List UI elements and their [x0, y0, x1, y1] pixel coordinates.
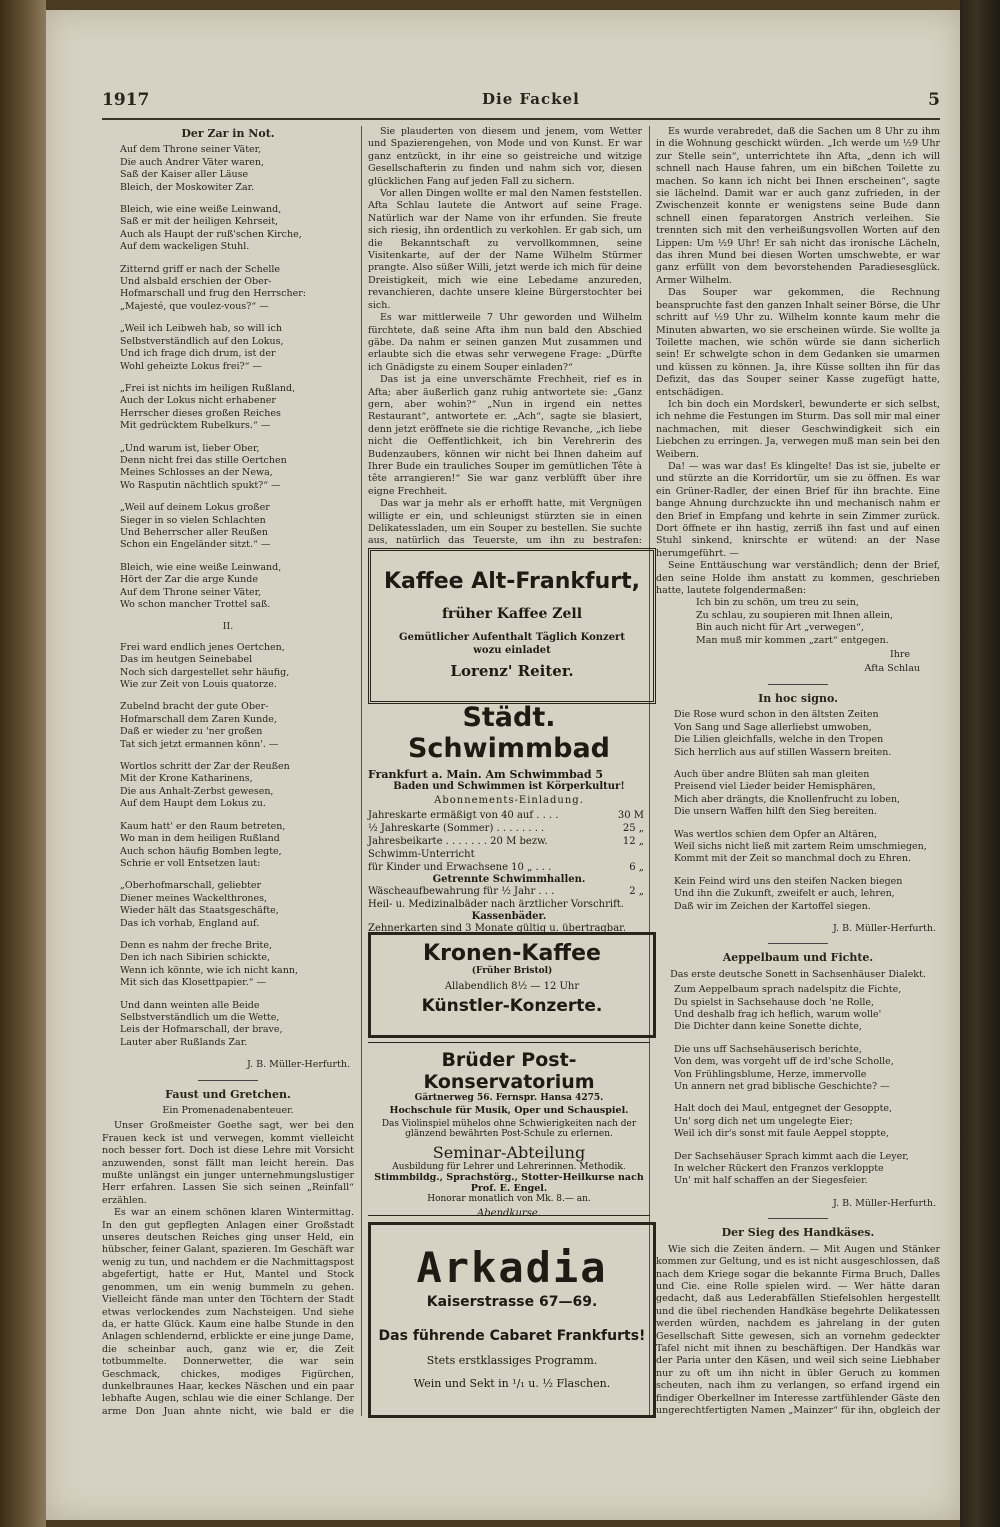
paragraph: Da! — was war das! Es klingelte! Das ist sie, jubelte er und stürzte an die Korridortür, um sie zu öffnen. Es war ein Grüner-Radler, der einen Brief für ihn brachte. Eine bange Ahnung durchzuckte ihn und mechanisch nahm er den Brief in Empfang und kehrte in sein Zimmer zurück. Dort öffnete er ihn hastig, zerriß ihn fast und auf einen Stuhl sinkend, knirschte er wütend: an der Nase herumgeführt. — [656, 460, 940, 559]
paragraph: Es war mittlerweile 7 Uhr geworden und Wilhelm fürchtete, daß seine Afta ihm nun bald den Abschied gäbe. Da nahm er seinen ganzen Mut zusammen und erlaubte sich die etwas sehr verwegene Frage: „Dürfte ich Gnädigste zu einem Souper einladen?“ [368, 312, 642, 373]
paragraph: Wie sich die Zeiten ändern. — Mit Augen und Stänker kommen zur Geltung, und es ist nicht ausgeschlossen, daß nach dem Kriege sogar die bekannte Firma Bruch, Dalles und Cie. eine Rolle spielen wird. — Wer hätte daran gedacht, daß aus Lederabfällen Stiefelsohlen hergestellt und die übel riechenden Handkäse begehrte Delikatessen werden würden, nachdem es jahrelang in der guten Gesellschaft Sitte gewesen, sich an vornehm gedeckter Tafel nicht mit ihnen zu beschäftigen. Der Handkäs war der Paria unter den Käsen, und weil sich seine Liebhaber nur zu oft um ihn nicht in übler Geruch zu kommen scheuten, nach ihm zu verlangen, so erfand irgend ein findiger Oberkellner im Interesse zartfühlender Gäste den ungerechtfertigten Namen „Mainzer“ für ihn, obgleich der [656, 1243, 940, 1416]
stanza: „Weil ich Leibweh hab, so will ich Selbstverständlich auf den Lokus, Und ich frage dich drum, ist der Wohl geheizte Lokus frei?“ — [120, 323, 284, 372]
ad-post-training: Ausbildung für Lehrer und Lehrerinnen. Methodik. [392, 1162, 626, 1172]
ad-kronen-former: (Früher Bristol) [471, 966, 553, 976]
letter-closing: Ihre [889, 649, 910, 661]
stanza: Die uns uff Sachsehäuserisch berichte, Von dem, was vorgeht uff de ird'sche Scholle, Von Frühlingsblume, Herze, immervolle Un annern net grad biblische Geschichte? — [674, 1043, 894, 1093]
ad-post-seminar: Seminar-Abteilung [432, 1143, 586, 1162]
stanza: „Weil auf deinem Lokus großer Sieger in so vielen Schlachten Und Beherrscher aller Reußen Schon ein Engeländer sitzt.“ — [120, 502, 271, 551]
stanza: Halt doch dei Maul, entgegnet der Gesoppte, Un' sorg dich net um ungelegte Eier; Weil ich dir's sonst mit faule Aeppel stoppte, [674, 1103, 893, 1140]
ad-post-name: Brüder Post-Konservatorium [423, 1049, 595, 1093]
price-row [368, 861, 650, 874]
price-row [368, 835, 650, 848]
price-value: 2 „ [629, 886, 644, 897]
ad-post-school: Hochschule für Musik, Oper und Schauspiel. [389, 1105, 629, 1116]
price-row [368, 848, 650, 861]
stanza: Zubelnd bracht der gute Ober- Hofmarschall dem Zaren Kunde, Daß er wieder zu 'ner großen Tat sich jetzt ermannen könn'. — [120, 701, 279, 750]
ad-kaffee-line2: wozu einladet [473, 645, 551, 656]
price-label: Schwimm-Unterricht [368, 849, 475, 860]
stanza: Bleich, wie eine weiße Leinwand, Saß er mit der heiligen Kehrseit, Auch als Haupt der ruß'schen Kirche, Auf dem wackeligen Stuhl. [120, 204, 302, 253]
paragraph: Sie plauderten von diesem und jenem, vom Wetter und Spazierengehen, von Mode und von Kunst. Er war ganz entzückt, in ihr eine so geistreiche und witzige Gesellschafterin zu finden und nahm sich vor, diesen glücklichen Fang auf jeden Fall zu sichern. [368, 126, 642, 187]
letter-verse: Ich bin zu schön, um treu zu sein, Zu schlau, zu soupieren mit Ihnen allein, Bin auch nicht für Art „verwegen“, Man muß mir kommen „zart“ entgegen. [696, 597, 893, 646]
poem-title-zar: Der Zar in Not. [181, 127, 275, 140]
price-label: ½ Jahreskarte (Sommer) . . . . . . . . [368, 823, 545, 834]
stanza: „Und warum ist, lieber Ober, Denn nicht frei das stille Oertchen Meines Schlosses an der Newa, Wo Rasputin nächtlich spukt?“ — [120, 442, 287, 491]
ad-kaffee-former: früher Kaffee Zell [441, 606, 583, 622]
price-value: 12 „ [622, 836, 644, 847]
price-row [368, 809, 650, 822]
header-year: 1917 [102, 90, 150, 110]
stanza: Was wertlos schien dem Opfer an Altären, Weil sichs nicht ließ mit zartem Reim umschmiegen, Kommt mit der Zeit so manchmal doch zu Ehren. [674, 828, 927, 865]
ad-schwimmbad-address: Frankfurt a. Main. Am Schwimmbad 5 [368, 768, 604, 781]
poem-subtitle: Das erste deutsche Sonett in Sachsenhäuser Dialekt. [670, 968, 926, 980]
author-signature: J. B. Müller-Herfurth. [246, 1059, 350, 1071]
price-label: Jahreskarte ermäßigt von 40 auf . . . . [368, 810, 559, 821]
ad-post-konservatorium [368, 1042, 650, 1219]
stanza: Kaum hatt' er den Raum betreten, Wo man in dem heiligen Rußland Auch schon häufig Bomben legte, Schrie er voll Entsetzen laut: [120, 820, 286, 869]
divider [198, 1080, 258, 1081]
page-header [102, 90, 940, 116]
stanza: Zum Aeppelbaum sprach nadelspitz die Fichte, Du spielst in Sachsehause doch 'ne Rolle, Und deshalb frag ich heflich, warum wolle' Die Dichter dann keine Sonette dichte, [674, 984, 902, 1033]
divider [768, 1218, 828, 1219]
ad-post-fee: Honorar monatlich von Mk. 8.— an. [427, 1194, 591, 1204]
stanza: Bleich, wie eine weiße Leinwand, Hört der Zar die arge Kunde Auf dem Throne seiner Väter, Wo schon mancher Trottel saß. [120, 561, 282, 610]
price-row [368, 885, 650, 898]
price-value: 25 „ [622, 823, 644, 834]
ad-post-courses: Stimmbildg., Sprachstörg., Stotter-Heilkurse nach Prof. E. Engel. [374, 1172, 644, 1194]
poem-title-aeppelbaum: Aeppelbaum und Fichte. [722, 951, 874, 965]
stanza: Kein Feind wird uns den steifen Nacken biegen Und ihn die Zukunft, zweifelt er auch, lehren, Daß wir im Zeichen der Kartoffel siegen. [674, 875, 903, 912]
article-title-handkaese: Der Sieg des Handkäses. [721, 1226, 875, 1240]
ad-kaffee-owner: Lorenz' Reiter. [450, 662, 574, 680]
ad-schwimmbad [368, 702, 650, 934]
price-row [368, 898, 650, 911]
ad-post-evening: Abendkurse. [477, 1208, 541, 1219]
stanza: Die Rose wurd schon in den ältsten Zeiten Von Sang und Sage allerliebst umwoben, Die Lilien gleichfalls, welche in den Tropen Sich herrlich aus auf stillen Wassern breiten. [674, 709, 892, 758]
paragraph: Das war ja mehr als er erhofft hatte, mit Vergnügen willigte er ein, und schleunigst stürzten sie in einen Delikatessladen, um ein Souper zu bestellen. Sie suchte aus, natürlich das Teuerste, um ihn zu bestrafen: [368, 498, 642, 546]
price-label: Wäscheaufbewahrung für ½ Jahr . . . [368, 886, 555, 897]
ad-arkadia-slogan: Das führende Cabaret Frankfurts! [378, 1328, 646, 1344]
paragraph: Vor allen Dingen wollte er mal den Namen feststellen. Afta Schlau lautete die Antwort auf seine Frage. Natürlich war der Name von ihr erfunden. Sie freute sich riesig, ihn ordentlich zu verkohlen. Er gab sich, um die Bekanntschaft zu vervollkommnen, seine Visitenkarte, auf der der Name Wilhelm Stürmer prangte. Also süßer Willi, jetzt werde ich mich für deine Dreistigkeit, mich wie eine Lebedame anzureden, revanchieren, dachte unsere kleine Bürgerstochter bei sich. [368, 188, 642, 311]
column-right [656, 126, 940, 1416]
stanza: „Oberhofmarschall, geliebter Diener meines Wackelthrones, Wieder hält das Staatsgeschäfte, Das ich vorhab, England auf. [120, 880, 279, 929]
stanza: Und dann weinten alle Beide Selbstverständlich um die Wette, Leis der Hofmarschall, der brave, Lauter aber Rußlands Zar. [120, 999, 283, 1048]
paragraph: Das Souper war gekommen, die Rechnung beanspruchte fast den ganzen Inhalt seiner Börse, die Uhr schritt auf ½9 Uhr zu. Wilhelm konnte kaum mehr die Minuten abwarten, wo sie erscheinen würde. Sie wollte ja Toilette machen, wie schön würde sie dann sicherlich sein! Er schwelgte schon in dem Gedanken sie umarmen und küssen zu können. Ja, ihre Küsse sollten ihn für das Defizit, das das Souper seiner Kasse zugefügt hatte, entschädigen. [656, 287, 940, 398]
price-label: Heil- u. Medizinalbäder nach ärztlicher Vorschrift. [368, 899, 624, 910]
paragraph: Ich bin doch ein Mordskerl, bewunderte er sich selbst, ich nehme die Festungen im Sturm. Das soll mir mal einer nachmachen, mit dieser Geschwindigkeit sich ein Liebchen zu erringen. Ja, verwegen muß man sein bei den Weibern. [656, 398, 940, 460]
ad-arkadia-address: Kaiserstrasse 67—69. [426, 1294, 598, 1310]
ad-schwimmbad-motto: Baden und Schwimmen ist Körperkultur! [393, 781, 625, 792]
column-rule [361, 126, 362, 1416]
letter-signature: Afta Schlau [864, 663, 920, 675]
ad-arkadia-program: Stets erstklassiges Programm. [426, 1354, 598, 1367]
part-numeral: II. [222, 621, 234, 633]
ad-kronen-concerts: Künstler-Konzerte. [421, 996, 603, 1016]
book-edge [960, 0, 1000, 1527]
stanza: Zitternd griff er nach der Schelle Und alsbald erschien der Ober- Hofmarschall und frug den Herrscher: „Majesté, que voulez-vous?“ — [120, 263, 306, 312]
ad-post-violin: Das Violinspiel mühelos ohne Schwierigkeiten nach der glänzend bewährten Post-Schule zu erlernen. [381, 1119, 637, 1139]
stanza: Denn es nahm der freche Brite, Den ich nach Sibirien schickte, Wenn ich könnte, wie ich nicht kann, Mit sich das Klosettpapier.“ — [120, 939, 298, 989]
ad-post-address: Gärtnerweg 56. Fernspr. Hansa 4275. [414, 1093, 604, 1103]
price-value: 6 „ [629, 862, 644, 873]
header-title: Die Fackel [482, 90, 580, 108]
book-binding [0, 0, 46, 1527]
ad-arkadia [368, 1222, 656, 1418]
ad-schwimmbad-kassen: Kassenbäder. [471, 911, 547, 922]
ad-schwimmbad-invite: Abonnements-Einladung. [434, 795, 584, 806]
header-rule [102, 118, 940, 120]
column-left [102, 126, 354, 1416]
paragraph: Es war an einem schönen klaren Wintermittag. In den gut gepflegten Anlagen einer Großstadt unseres deutschen Reiches ging unser Held, ein hübscher, feiner Galant, spazieren. Im Geschäft war wenig zu tun, und nachdem er die Nachmittagspost abgefertigt, hatte er Hut, Mantel und Stock genommen, um ein wenig bummeln zu gehen. Vielleicht fände man unter den Töchtern der Stadt etwas verlockendes zum Nachsteigen. Und siehe da, er hatte Glück. Kaum eine halbe Stunde in den Anlagen schlendernd, erblickte er eine junge Dame, die scheinbar auch, ganz wie er, die Zeit totbummelte. Donnerwetter, die war sein Geschmack, chickes, modiges Figürchen, dunkelbraunes Haar, keckes Näschen und ein paar lebhafte Augen, schlau wie die einer Schlange. Der arme Don Juan ahnte nicht, wie bald er die [102, 1207, 354, 1416]
author-signature: J. B. Müller-Herfurth. [832, 1197, 936, 1209]
ad-kaffee-line1: Gemütlicher Aufenthalt Täglich Konzert [399, 632, 625, 643]
ad-arkadia-name: Arkadia [416, 1243, 608, 1292]
divider [768, 943, 828, 944]
price-row [368, 822, 650, 835]
price-label: Jahresbeikarte . . . . . . . 20 M bezw. [368, 836, 548, 847]
ad-arkadia-drinks: Wein und Sekt in ¹/₁ u. ½ Flaschen. [413, 1377, 611, 1390]
author-signature: J. B. Müller-Herfurth. [832, 922, 936, 934]
paragraph: Es wurde verabredet, daß die Sachen um 8 Uhr zu ihm in die Wohnung geschickt würden. „Ich werde um ½9 Uhr zur Stelle sein“, unterrichtete ihn Afta, „denn ich will schnell nach Hause fahren, um ein bißchen Toilette zu machen. So kann ich nicht bei Ihnen erscheinen“, sagte sie lächelnd. Damit war er auch ganz zufrieden, in der Zwischenzeit konnte er wenigstens seine Bude dann schnell einen feparatorgen Anstrich verleihen. Sie trennten sich mit den verheißungsvollen Worten auf den Lippen: Um ½9 Uhr! Er sah nicht das ironische Lächeln, das ihren Mund bei diesen Worten umschwebte, er war ganz erfüllt von dem bevorstehenden Paradiesesglück. Armer Wilhelm. [656, 126, 940, 286]
paragraph: Unser Großmeister Goethe sagt, wer bei den Frauen keck ist und verwegen, kommt vielleicht noch besser fort. Doch ist diese Lehre mit Vorsicht anzuwenden, sonst fällt man leicht herein. Das mußte unlängst ein junger unternehmungslustiger Herr erfahren. Lassen Sie sich seinen „Reinfall“ erzählen. [102, 1120, 354, 1206]
ad-kronen-line: Allabendlich 8½ — 12 Uhr [444, 981, 580, 992]
paragraph: Seine Enttäuschung war verständlich; denn der Brief, den seine Holde ihm anstatt zu kommen, geschrieben hatte, lautete folgendermaßen: [656, 560, 940, 597]
ad-schwimmbad-name: Städt. Schwimmbad [407, 702, 610, 764]
divider [768, 684, 828, 685]
story-subtitle: Ein Promenadenabenteuer. [162, 1105, 294, 1116]
price-label: Zehnerkarten sind 3 Monate gültig u. übertragbar. [368, 923, 627, 934]
stanza: „Frei ist nichts im heiligen Rußland, Auch der Lokus nicht erhabener Herrscher dieses großen Reiches Mit gedrücktem Rubelkurs.“ — [120, 382, 296, 432]
ad-kronen-kaffee [368, 932, 656, 1038]
stanza: Frei ward endlich jenes Oertchen, Das im heutgen Seinebabel Noch sich dargestellet sehr häufig, Wie zur Zeit von Louis quatorze. [120, 641, 290, 691]
ad-kaffee-alt-frankfurt [368, 548, 656, 704]
column-middle [368, 126, 642, 546]
ad-kaffee-name: Kaffee Alt-Frankfurt, [384, 569, 640, 594]
ad-kronen-name: Kronen-Kaffee [423, 941, 601, 966]
stanza: Auf dem Throne seiner Väter, Die auch Andrer Väter waren, Saß der Kaiser aller Läuse Bleich, der Moskowiter Zar. [120, 144, 265, 193]
ad-schwimmbad-separate: Getrennte Schwimmhallen. [432, 874, 586, 885]
story-title-faust: Faust und Gretchen. [165, 1087, 291, 1101]
stanza: Wortlos schritt der Zar der Reußen Mit der Krone Katharinens, Die aus Anhalt-Zerbst gewesen, Auf dem Haupt dem Lokus zu. [120, 761, 290, 810]
price-label: für Kinder und Erwachsene 10 „ . . . [368, 862, 552, 873]
newspaper-page [46, 10, 960, 1520]
stanza: Auch über andre Blüten sah man gleiten Preisend viel Lieder beider Hemisphären, Mich aber drängts, die Knollenfrucht zu loben, Die unsern Waffen hilft den Sieg bereiten. [674, 768, 901, 818]
poem-title-in-hoc-signo: In hoc signo. [758, 691, 838, 705]
price-value: 30 M [617, 810, 644, 821]
header-page-number: 5 [928, 90, 940, 110]
paragraph: Das ist ja eine unverschämte Frechheit, rief es in Afta; aber äußerlich ganz ruhig antwortete sie: „Ganz gern, aber wohin?“ „Nun in irgend ein nettes Restaurant“, antwortete er. „Ach“, sagte sie blasiert, denn jetzt eröffnete sie die richtige Revanche, „ich liebe nicht die Oeffentlichkeit, ich bin Verehrerin des Budenzaubers, können wir nicht bei Ihnen daheim auf Ihrer Bude ein trauliches Souper im gemütlichen Tête à tête arrangieren!“ Sie war ganz verblüfft über ihre eigne Frechheit. [368, 374, 642, 497]
stanza: Der Sachsehäuser Sprach kimmt aach die Leyer, In welcher Rückert den Franzos verkloppte Un' mit half schaffen an der Siegesfeier. [674, 1150, 909, 1187]
